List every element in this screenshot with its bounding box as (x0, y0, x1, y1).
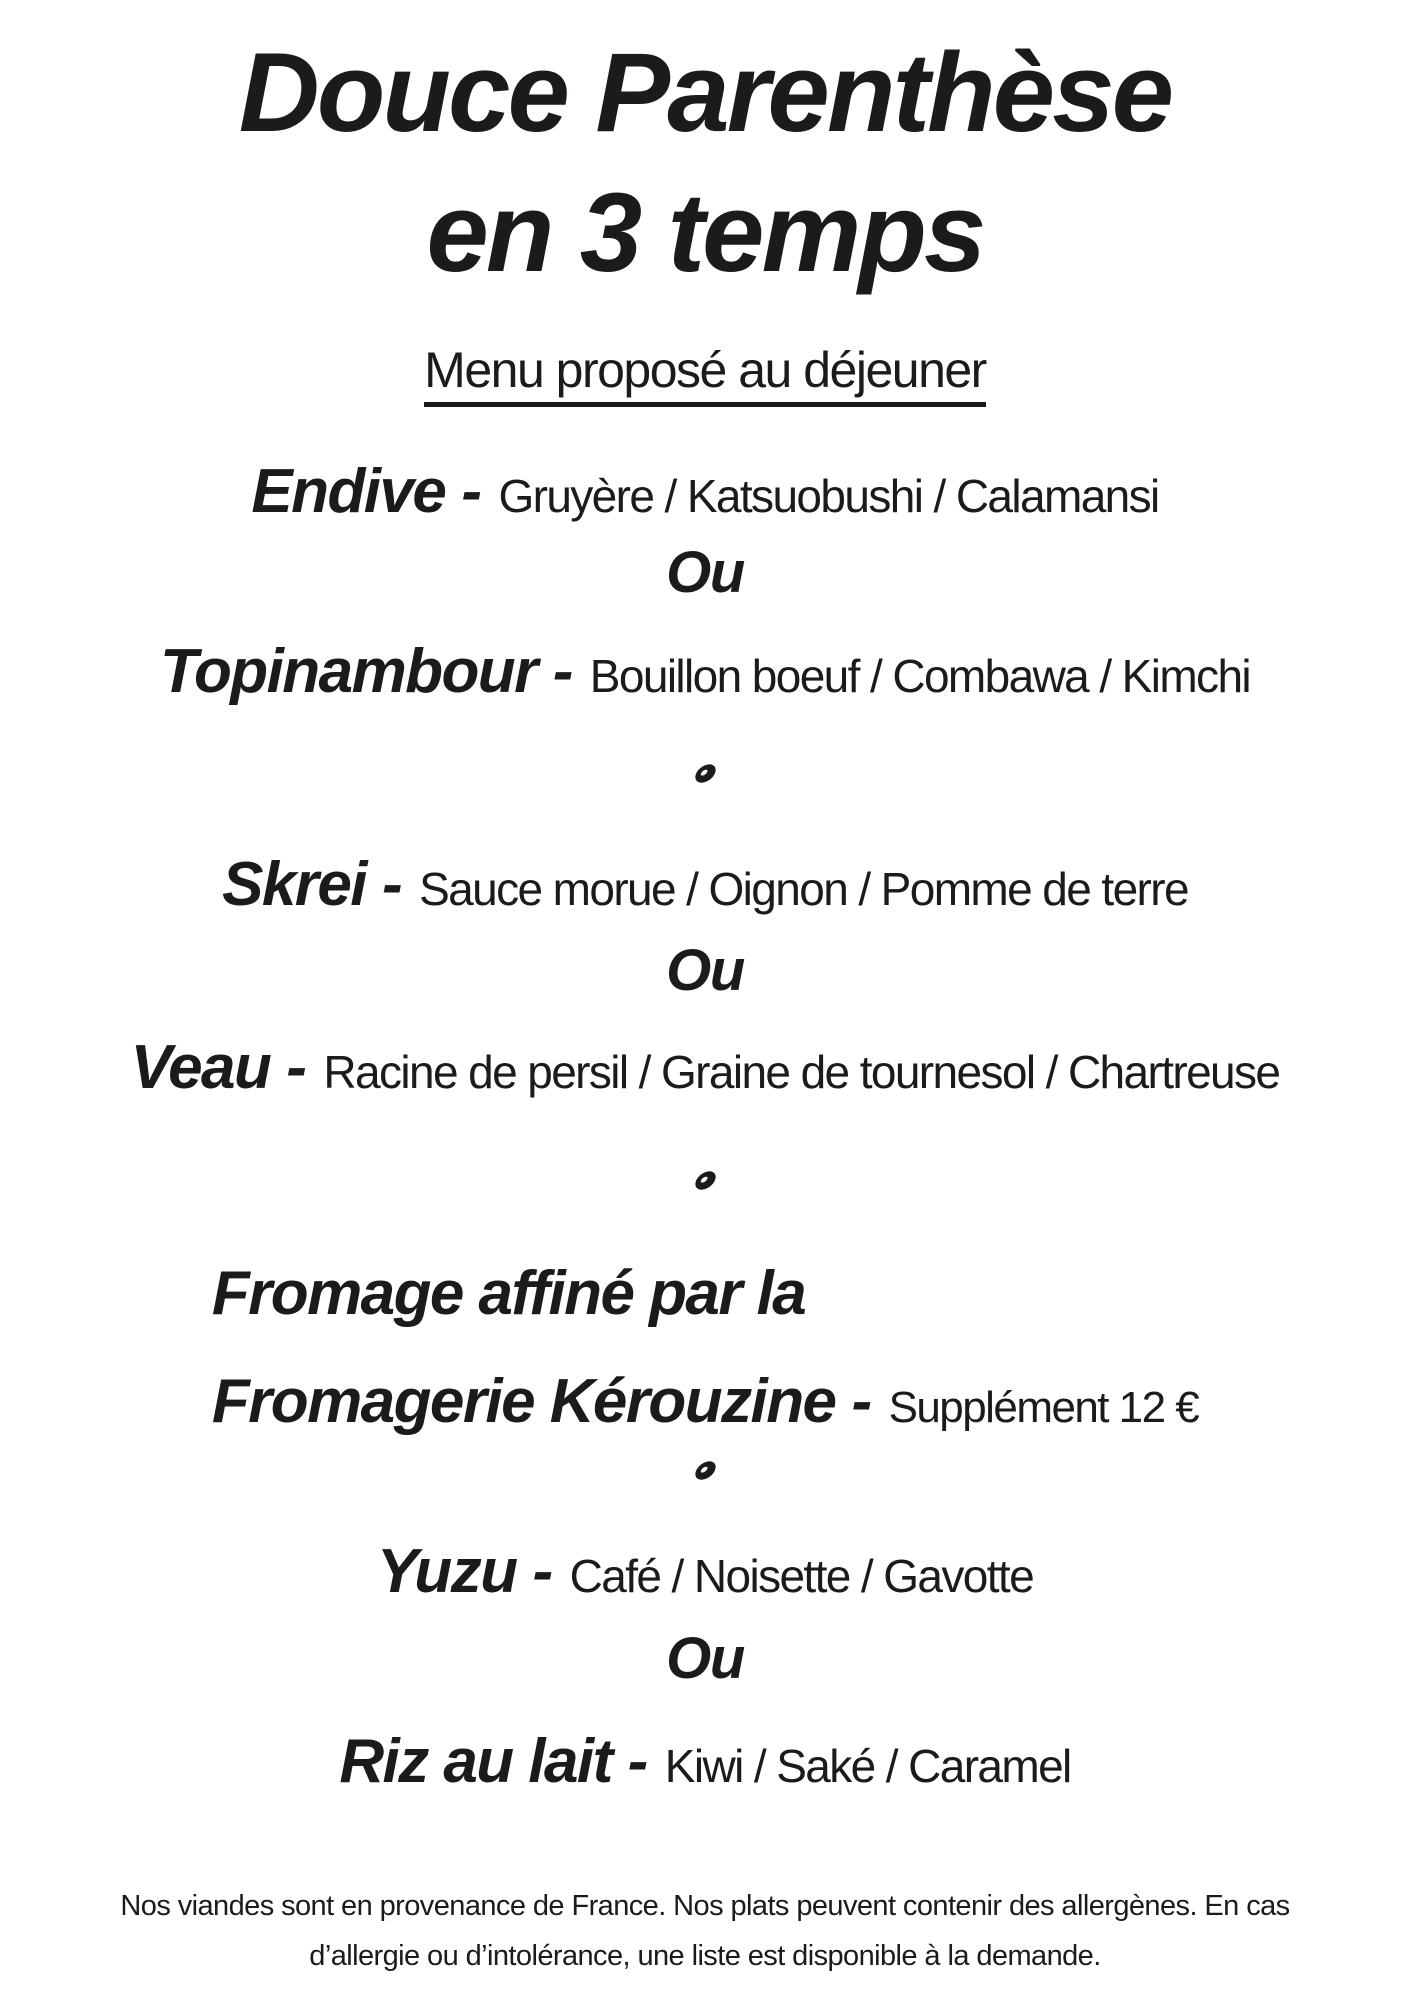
course-fromage-name-line-1: Fromage affiné par la (211, 1259, 806, 1328)
course-endive-description: Gruyère / Katsuobushi / Calamansi (498, 470, 1159, 522)
course-yuzu-name: Yuzu (376, 1537, 517, 1606)
dot-separator-icon (691, 1168, 718, 1194)
section-separator-3 (0, 1462, 1410, 1486)
dot-separator-icon (691, 1458, 718, 1484)
or-separator-2 (0, 940, 1410, 1017)
course-endive (0, 452, 1410, 548)
dot-separator-icon (691, 761, 718, 787)
section-separator-1 (0, 765, 1410, 789)
course-riz-au-lait-description: Kiwi / Saké / Caramel (664, 1740, 1071, 1792)
or-separator-3 (0, 1628, 1410, 1705)
dash-separator: - (532, 1537, 552, 1606)
page-title-line-2: en 3 temps (426, 170, 984, 295)
footer-allergen-notice-line-2: d’allergie ou d’intolérance, une liste est disponible à la demande. (309, 1940, 1101, 1972)
page-title-line-1: Douce Parenthèse (238, 30, 1172, 155)
course-veau (0, 1028, 1410, 1124)
course-endive-name: Endive (251, 457, 446, 526)
section-separator-2 (0, 1172, 1410, 1196)
footer-allergen-notice-line-1: Nos viandes sont en provenance de France. Nos plats peuvent contenir des allergènes. En cas (120, 1890, 1290, 1922)
or-label: Ou (666, 938, 744, 1003)
course-fromage-supplement: Supplément 12 € (888, 1383, 1199, 1432)
course-skrei (0, 845, 1410, 941)
course-veau-description: Racine de persil / Graine de tournesol / Chartreuse (323, 1046, 1280, 1098)
course-skrei-description: Sauce morue / Oignon / Pomme de terre (419, 863, 1188, 915)
or-separator-1 (0, 542, 1410, 619)
dash-separator: - (851, 1367, 871, 1436)
course-topinambour-name: Topinambour (159, 637, 537, 706)
course-skrei-name: Skrei (222, 850, 366, 919)
course-yuzu (0, 1532, 1410, 1628)
course-topinambour (0, 632, 1410, 728)
course-topinambour-description: Bouillon boeuf / Combawa / Kimchi (589, 650, 1251, 702)
dash-separator: - (461, 457, 481, 526)
course-veau-name: Veau (130, 1033, 271, 1102)
course-fromage-name-line-2: Fromagerie Kérouzine (211, 1367, 836, 1436)
dash-separator: - (552, 637, 572, 706)
course-fromage (0, 1248, 1410, 1464)
subtitle-row (0, 342, 1410, 407)
menu-subtitle: Menu proposé au déjeuner (424, 342, 986, 407)
dash-separator: - (381, 850, 402, 919)
course-riz-au-lait (0, 1722, 1410, 1818)
dash-separator: - (627, 1727, 647, 1796)
or-label: Ou (666, 540, 744, 605)
course-riz-au-lait-name: Riz au lait (339, 1727, 612, 1796)
dash-separator: - (286, 1033, 306, 1102)
course-yuzu-description: Café / Noisette / Gavotte (569, 1550, 1034, 1602)
or-label: Ou (666, 1626, 744, 1691)
